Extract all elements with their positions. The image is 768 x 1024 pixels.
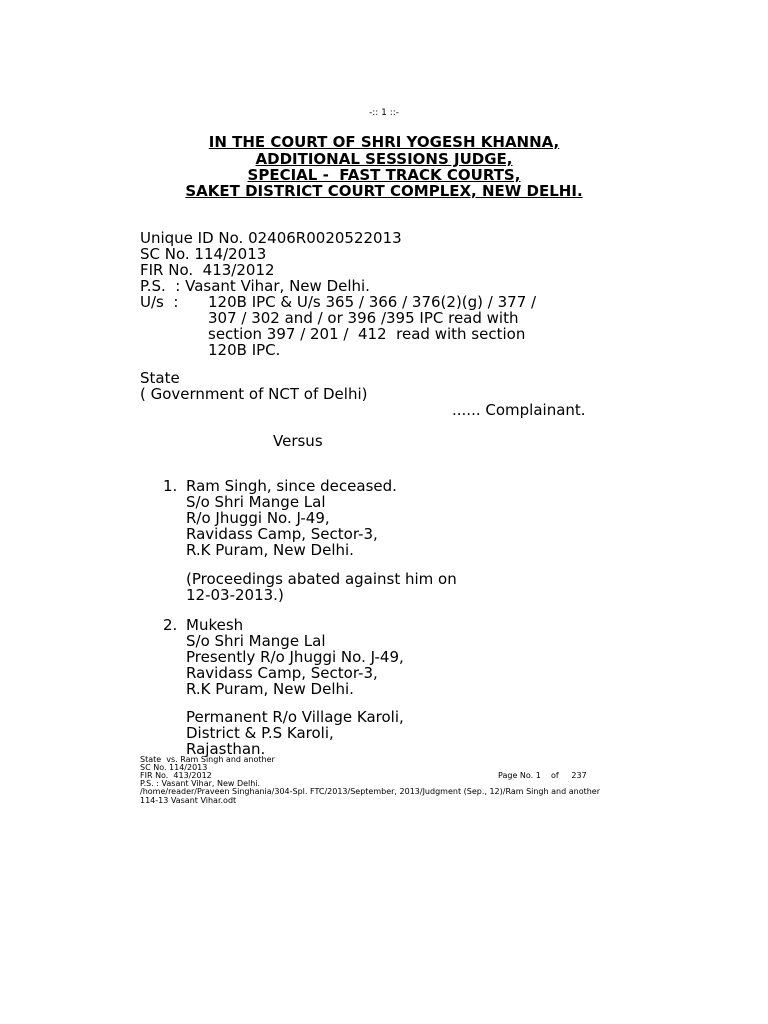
sections-line-1: 120B IPC & U/s 365 / 366 / 376(2)(g) / 377 / — [208, 293, 537, 311]
heading-line-3: SPECIAL - FAST TRACK COURTS, — [247, 166, 521, 184]
footer-police-station: P.S. : Vasant Vihar, New Delhi. — [140, 779, 261, 788]
heading-line-1: IN THE COURT OF SHRI YOGESH KHANNA, — [208, 133, 560, 151]
accused-line: Ravidass Camp, Sector-3, — [186, 525, 378, 543]
accused-note-line: (Proceedings abated against him on — [186, 570, 457, 588]
accused-note-line: Rajasthan. — [186, 740, 266, 758]
sections-line-4: 120B IPC. — [208, 341, 281, 359]
accused-note-line: District & P.S Karoli, — [186, 724, 334, 742]
heading-line-2: ADDITIONAL SESSIONS JUDGE, — [255, 150, 513, 168]
accused-line: Mukesh — [186, 616, 244, 634]
versus-label: Versus — [273, 432, 323, 450]
accused-line: R.K Puram, New Delhi. — [186, 680, 354, 698]
footer-file-path: /home/reader/Praveen Singhania/304-Spl. FTC/2013/September, 2013/Judgment (Sep., 12)/Ram Singh and another — [140, 787, 601, 796]
accused-number: 2. — [163, 616, 178, 634]
unique-id: Unique ID No. 02406R0020522013 — [140, 229, 402, 247]
accused-line: S/o Shri Mange Lal — [186, 632, 326, 650]
accused-line: S/o Shri Mange Lal — [186, 493, 326, 511]
police-station: P.S. : Vasant Vihar, New Delhi. — [140, 277, 370, 295]
heading-line-4: SAKET DISTRICT COURT COMPLEX, NEW DELHI. — [185, 182, 583, 200]
accused-line: R.K Puram, New Delhi. — [186, 541, 354, 559]
sections-label: U/s : — [140, 293, 179, 311]
page-number-marker: -:: 1 ::- — [368, 108, 400, 118]
sections-line-2: 307 / 302 and / or 396 /395 IPC read with — [208, 309, 519, 327]
accused-line: Ravidass Camp, Sector-3, — [186, 664, 378, 682]
footer-sc-number: SC No. 114/2013 — [140, 763, 208, 772]
fir-number: FIR No. 413/2012 — [140, 261, 275, 279]
accused-line: R/o Jhuggi No. J-49, — [186, 509, 330, 527]
footer-fir-number: FIR No. 413/2012 — [140, 771, 212, 780]
footer-file-name: 114-13 Vasant Vihar.odt — [140, 796, 237, 805]
accused-number: 1. — [163, 477, 178, 495]
accused-line: Presently R/o Jhuggi No. J-49, — [186, 648, 404, 666]
accused-note-line: 12-03-2013.) — [186, 586, 284, 604]
footer-case-title: State vs. Ram Singh and another — [140, 755, 275, 764]
sections-line-3: section 397 / 201 / 412 read with section — [208, 325, 526, 343]
complainant-name: State — [140, 369, 180, 387]
accused-note-line: Permanent R/o Village Karoli, — [186, 708, 404, 726]
sc-number: SC No. 114/2013 — [140, 245, 267, 263]
complainant-role: ...... Complainant. — [452, 401, 586, 419]
footer-page-number: Page No. 1 of 237 — [498, 771, 587, 780]
accused-line: Ram Singh, since deceased. — [186, 477, 397, 495]
complainant-description: ( Government of NCT of Delhi) — [140, 385, 368, 403]
